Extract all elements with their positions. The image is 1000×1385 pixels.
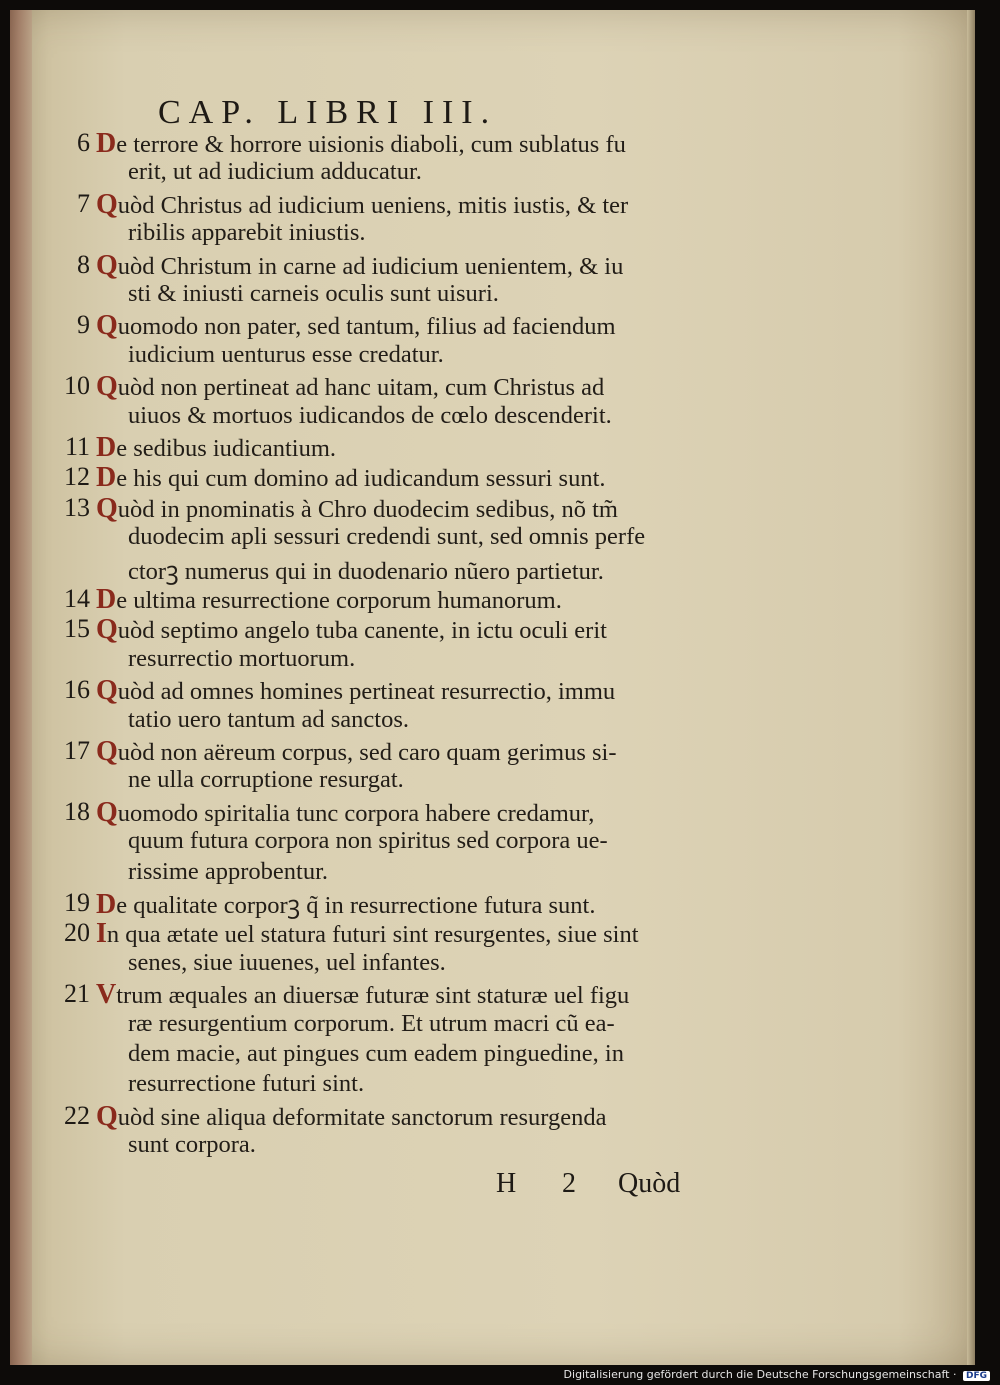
chapter-number: 9 <box>77 310 90 340</box>
chapter-title-line: resurrectione futuri sint. <box>128 1070 365 1098</box>
rubricated-initial: Q <box>96 371 118 403</box>
chapter-title-line: Quomodo non pater, sed tantum, filius ad faciendum <box>96 310 616 342</box>
chapter-number: 17 <box>64 736 90 765</box>
chapter-title-line: De terrore & horrore uisionis diaboli, cum sublatus fu <box>96 128 626 159</box>
chapter-title-line: De his qui cum domino ad iudicandum sessuri sunt. <box>96 462 606 494</box>
chapter-title-line: Quòd Christus ad iudicium ueniens, mitis iustis, & ter <box>96 188 629 220</box>
chapter-title-line: In qua ætate uel statura futuri sint resurgentes, siue sint <box>96 918 639 950</box>
chapter-title-line: rissime approbentur. <box>128 857 329 885</box>
book-page <box>10 10 975 1365</box>
chapter-number: 8 <box>77 249 90 279</box>
chapter-title-line: resurrectio mortuorum. <box>128 644 356 672</box>
chapter-number: 18 <box>64 796 90 826</box>
rubricated-initial: D <box>96 584 117 615</box>
chapter-title-line: senes, siue iuuenes, uel infantes. <box>128 948 446 976</box>
chapter-title-line: Quòd non aëreum corpus, sed caro quam gerimus si- <box>96 736 617 767</box>
rubricated-initial: V <box>96 979 117 1011</box>
chapter-title-line: ne ulla corruptione resurgat. <box>128 766 404 794</box>
rubricated-initial: Q <box>96 310 118 342</box>
page-right-edge <box>967 10 975 1365</box>
chapter-title-line: De sedibus iudicantium. <box>96 432 337 463</box>
chapter-number: 16 <box>64 675 90 705</box>
dfg-notice: Digitalisierung gefördert durch die Deutsche Forschungsgemeinschaft <box>563 1368 950 1381</box>
rubricated-initial: D <box>96 889 117 920</box>
running-header: CAP. LIBRI III. <box>158 94 498 131</box>
rubricated-initial: Q <box>96 188 118 220</box>
chapter-title-line: tatio uero tantum ad sanctos. <box>128 705 409 733</box>
rubricated-initial: Q <box>96 796 118 828</box>
rubricated-initial: D <box>96 128 117 159</box>
signature-mark: H <box>496 1168 517 1199</box>
rubricated-initial: Q <box>96 1100 118 1132</box>
dfg-logo: DFG <box>963 1371 990 1381</box>
chapter-title-line: Quòd septimo angelo tuba canente, in ictu oculi erit <box>96 614 607 646</box>
chapter-title-line: De qualitate corporꝫ q̃ in resurrectione futura sunt. <box>96 889 596 920</box>
rubricated-initial: D <box>96 462 117 494</box>
chapter-title-line: ræ resurgentium corporum. Et utrum macri cũ ea- <box>128 1009 615 1037</box>
rubricated-initial: Q <box>96 492 118 524</box>
chapter-title-line: sti & iniusti carneis oculis sunt uisuri. <box>128 279 499 307</box>
chapter-number: 10 <box>64 371 90 401</box>
chapter-title-line: erit, ut ad iudicium adducatur. <box>128 158 422 186</box>
chapter-number: 22 <box>64 1100 90 1130</box>
chapter-number: 14 <box>64 584 90 613</box>
chapter-title-line: iudicium uenturus esse credatur. <box>128 340 444 368</box>
rubricated-initial: Q <box>96 736 118 767</box>
chapter-title-line: uiuos & mortuos iudicandos de cœlo descenderit. <box>128 401 612 429</box>
chapter-title-line: Quòd ad omnes homines pertineat resurrectio, immu <box>96 675 616 707</box>
chapter-number: 12 <box>64 462 90 492</box>
chapter-number: 20 <box>64 918 90 948</box>
rubricated-initial: Q <box>96 614 118 646</box>
chapter-title-line: ribilis apparebit iniustis. <box>128 219 366 247</box>
chapter-title-line: dem macie, aut pingues cum eadem pinguedine, in <box>128 1039 624 1067</box>
chapter-number: 7 <box>77 188 90 218</box>
chapter-title-line: duodecim apli sessuri credendi sunt, sed omnis perfe <box>128 523 646 551</box>
book-spine-edge <box>10 10 32 1365</box>
chapter-number: 13 <box>64 492 90 522</box>
chapter-title-line: Vtrum æquales an diuersæ futuræ sint staturæ uel figu <box>96 979 630 1011</box>
catchword: Quòd <box>618 1168 681 1199</box>
chapter-title-line: Quòd non pertineat ad hanc uitam, cum Christus ad <box>96 371 605 403</box>
chapter-number: 11 <box>64 432 90 461</box>
chapter-number: 19 <box>64 888 90 917</box>
chapter-title-line: Quomodo spiritalia tunc corpora habere credamur, <box>96 796 595 828</box>
rubricated-initial: Q <box>96 249 118 281</box>
chapter-number: 6 <box>77 128 90 157</box>
chapter-title-line: sunt corpora. <box>128 1131 256 1159</box>
chapter-title-line: Quòd sine aliqua deformitate sanctorum resurgenda <box>96 1100 607 1132</box>
rubricated-initial: I <box>96 918 107 950</box>
chapter-title-line: quum futura corpora non spiritus sed corpora ue- <box>128 827 608 855</box>
signature-number: 2 <box>562 1168 576 1199</box>
chapter-title-line: Quòd in pnominatis à Chro duodecim sedibus, nõ tm̃ <box>96 492 618 524</box>
rubricated-initial: D <box>96 432 117 463</box>
chapter-title-line: Quòd Christum in carne ad iudicium uenientem, & iu <box>96 249 624 281</box>
rubricated-initial: Q <box>96 675 118 707</box>
chapter-number: 15 <box>64 614 90 644</box>
chapter-title-line: ctorꝫ numerus qui in duodenario nũero partietur. <box>128 557 604 585</box>
chapter-number: 21 <box>64 979 90 1009</box>
chapter-title-line: De ultima resurrectione corporum humanorum. <box>96 584 562 615</box>
dfg-footer: Digitalisierung gefördert durch die Deutsche Forschungsgemeinschaft · DFG <box>564 1368 990 1381</box>
